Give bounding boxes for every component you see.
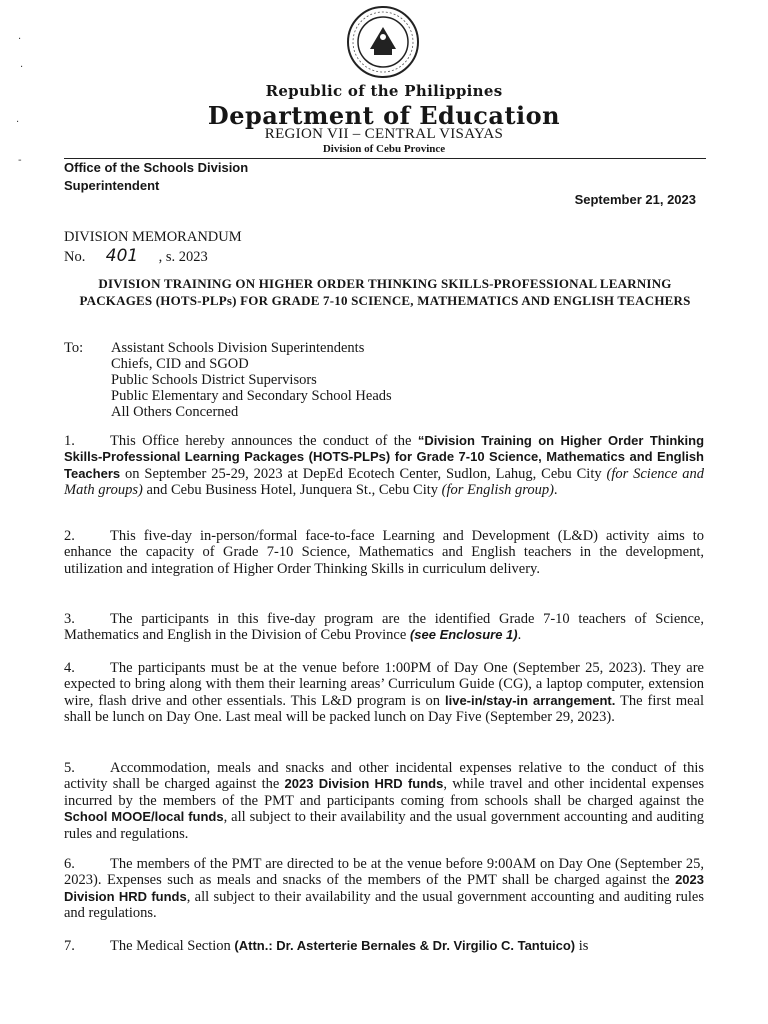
- paragraph-text: The participants must be at the venue before 1:00PM of Day One (September 25, 2023). They are expected to bring along with them their learning areas’ Curriculum Guide (CG), a laptop computer, extension wire, flash drive and other essentials. This L&D program is on: [64, 660, 704, 709]
- paragraph-text: , all subject to their availability and the usual government accounting and auditing rules and regulations.: [64, 809, 704, 842]
- paragraph-4: [64, 660, 704, 726]
- scan-mark: -: [18, 155, 22, 166]
- paragraph-number: 2.: [64, 528, 75, 544]
- memo-title: DIVISION TRAINING ON HIGHER ORDER THINKING SKILLS-PROFESSIONAL LEARNING PACKAGES (HOTS-PLPs) FOR GRADE 7-10 SCIENCE, MATHEMATICS AND ENGLISH TEACHERS: [79, 276, 691, 308]
- enclosure-reference: (see Enclosure 1): [409, 627, 518, 643]
- recipient-item: Assistant Schools Division Superintendents: [111, 340, 365, 356]
- medical-attention-emphasis: (Attn.: Dr. Asterterie Bernales & Dr. Virgilio C. Tantuico): [234, 938, 576, 953]
- region-heading: REGION VII – CENTRAL VISAYAS: [264, 126, 504, 142]
- paragraph-text: This Office hereby announces the conduct of the: [110, 433, 418, 449]
- paragraph-text: The members of the PMT are directed to be at the venue before 9:00AM on Day One (September 25, 2023). Expenses such as meals and snacks of the members of the PMT shall be charged against the: [64, 856, 704, 889]
- paragraph-7: [64, 938, 704, 954]
- paragraph-1: [64, 433, 704, 499]
- department-heading: Department of Education: [207, 101, 561, 130]
- paragraph-text: , all subject to their availability and the usual government accounting and auditing rules and regulations.: [64, 888, 704, 922]
- paragraph-3: [64, 611, 704, 644]
- paragraph-text: on September 25-29, 2023 at DepEd Ecotech Center, Sudlon, Lahug, Cebu City: [120, 465, 607, 482]
- recipient-list: [111, 340, 471, 420]
- recipient-item: Chiefs, CID and SGOD: [111, 356, 249, 372]
- science-math-group-note: (for Science and Math groups): [64, 465, 704, 499]
- paragraph-text: This five-day in-person/formal face-to-face Learning and Development (L&D) activity aims to enhance the capacity of Grade 7-10 Science, Mathematics and English teachers in the development, utilization and integration of Higher Order Thinking Skills in curriculum delivery.: [64, 528, 704, 577]
- mooe-funds-emphasis: School MOOE/local funds: [64, 809, 224, 825]
- division-heading: Division of Cebu Province: [322, 143, 446, 155]
- recipient-item: Public Schools District Supervisors: [111, 372, 317, 388]
- memo-number-line: [64, 247, 242, 267]
- paragraph-2: [64, 528, 704, 577]
- hrd-funds-emphasis: 2023 Division HRD funds: [64, 872, 704, 904]
- live-in-emphasis: live-in/stay-in arrangement.: [445, 692, 616, 708]
- republic-heading: Republic of the Philippines: [265, 82, 503, 100]
- scan-mark: ·: [18, 34, 22, 45]
- paragraph-number: 5.: [64, 760, 75, 776]
- english-group-note: (for English group): [441, 482, 554, 499]
- memo-date: September 21, 2023: [574, 192, 696, 207]
- paragraph-text: , while travel and other incidental expenses incurred by the members of the PMT and participants coming from schools shall be charged against the: [64, 776, 704, 809]
- paragraph-text: .: [517, 627, 522, 644]
- memo-number: 401: [105, 246, 139, 266]
- office-label: Office of the Schools Division Superintendent: [64, 160, 249, 193]
- paragraph-5: [64, 760, 704, 842]
- paragraph-text: is: [575, 938, 589, 954]
- paragraph-number: 4.: [64, 660, 75, 676]
- paragraph-text: .: [553, 482, 558, 499]
- memo-label: DIVISION MEMORANDUM: [64, 229, 242, 245]
- memo-series: , s. 2023: [158, 249, 208, 265]
- memo-no-label: No.: [64, 249, 86, 265]
- paragraph-text: and Cebu Business Hotel, Junquera St., Cebu City: [142, 482, 442, 499]
- paragraph-number: 1.: [64, 433, 75, 449]
- paragraph-text: The first meal shall be lunch on Day One. Last meal will be packed lunch on Day Five (September 29, 2023).: [64, 692, 704, 726]
- paragraph-number: 3.: [64, 611, 75, 627]
- paragraph-text: The Medical Section: [110, 938, 235, 954]
- scan-mark: ·: [16, 117, 20, 128]
- paragraph-number: 7.: [64, 938, 75, 954]
- paragraph-number: 6.: [64, 856, 75, 872]
- to-label: To:: [64, 340, 84, 356]
- scan-mark: ·: [20, 62, 24, 73]
- deped-seal-icon: [346, 5, 420, 79]
- memo-number-block: [64, 228, 242, 267]
- paragraph-text: Accommodation, meals and snacks and other incidental expenses relative to the conduct of this activity shall be charged against the: [64, 760, 704, 793]
- recipient-item: All Others Concerned: [111, 404, 239, 420]
- recipient-item: Public Elementary and Secondary School Heads: [111, 388, 392, 404]
- training-title-emphasis: “Division Training on Higher Order Thinking Skills-Professional Learning Packages (HOTS-PLPs) for Grade 7-10 Science, Mathematics and English Teachers: [64, 433, 705, 481]
- hrd-funds-emphasis: 2023 Division HRD funds: [284, 776, 444, 792]
- paragraph-6: [64, 856, 704, 922]
- paragraph-text: The participants in this five-day program are the identified Grade 7-10 teachers of Science, Mathematics and English in the Division of Cebu Province: [64, 611, 704, 644]
